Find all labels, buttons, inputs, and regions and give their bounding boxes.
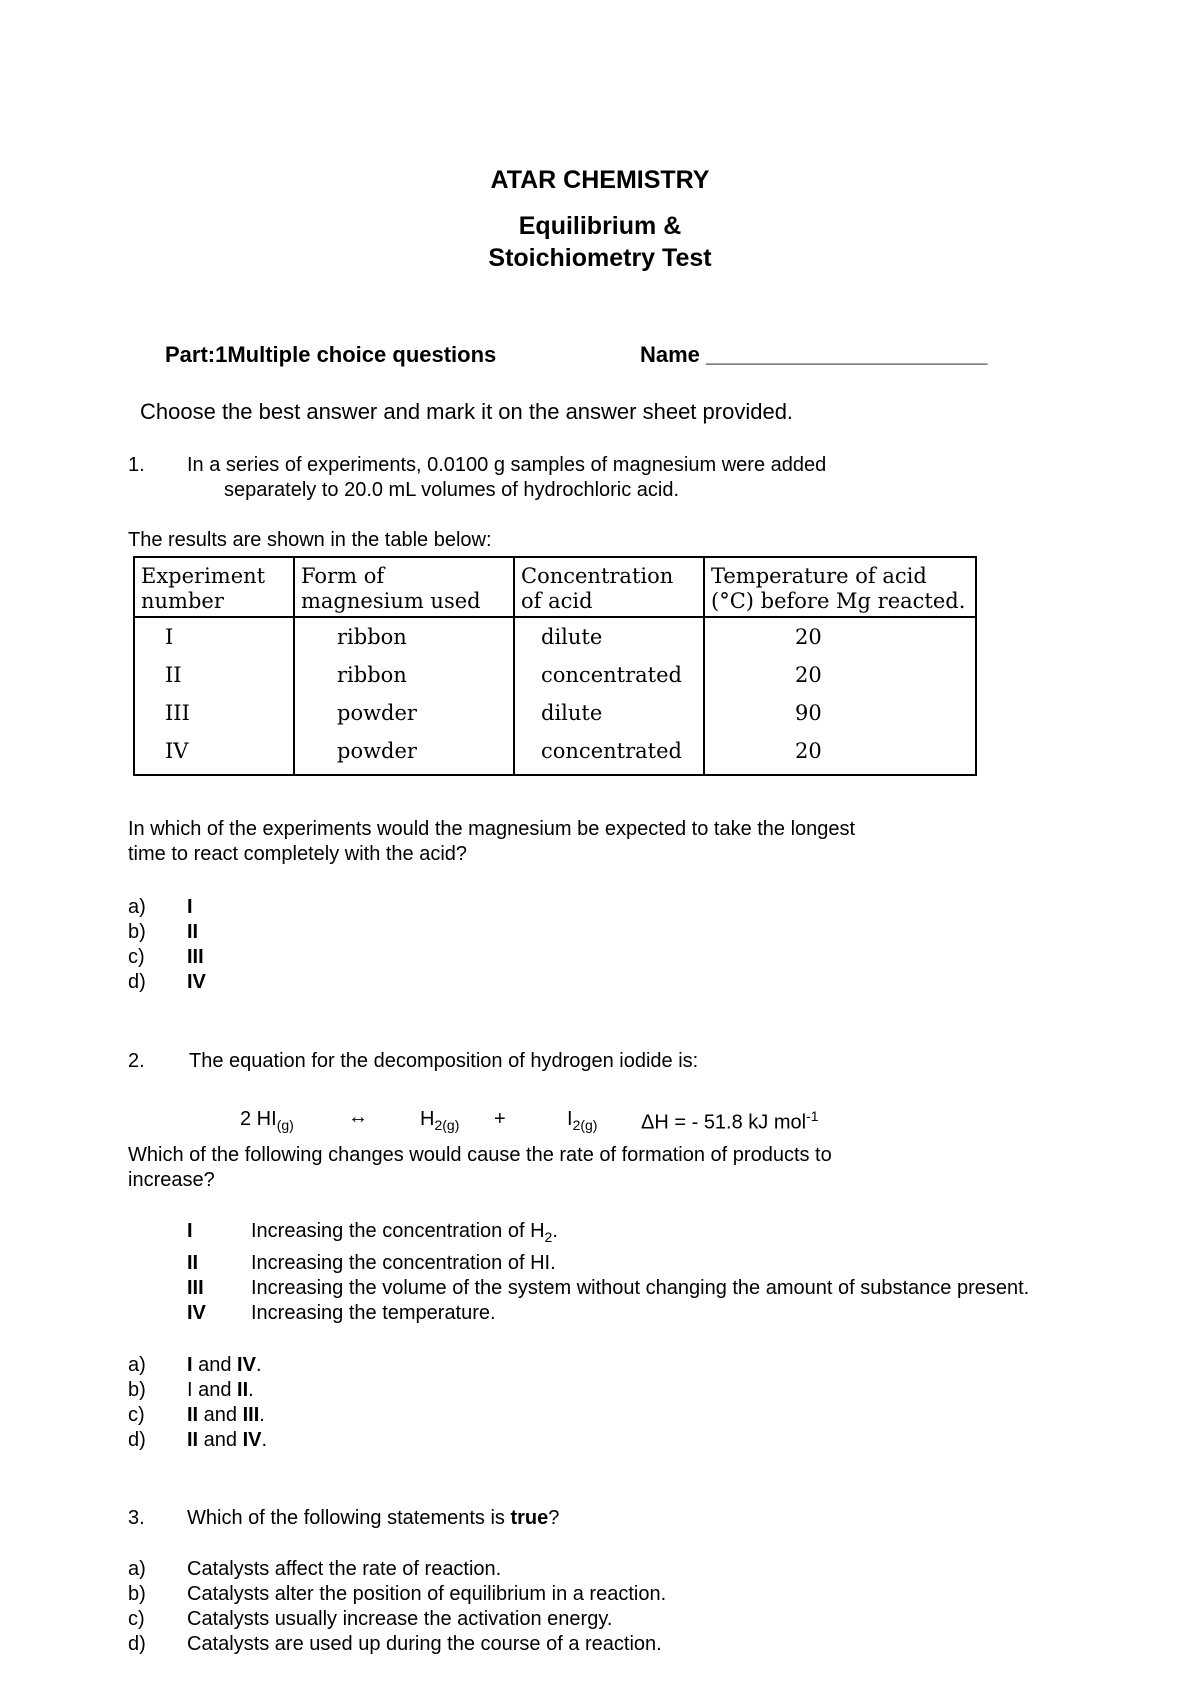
q3-option-b[interactable]	[128, 1583, 667, 1606]
q1-option-c[interactable]	[128, 946, 204, 969]
option-text: III	[187, 946, 204, 968]
option-text: II and III.	[187, 1404, 265, 1426]
q1-question-line1: In which of the experiments would the magnesium be expected to take the longest	[128, 818, 856, 840]
option-letter: a)	[128, 896, 146, 918]
q1-text-line2: separately to 20.0 mL volumes of hydrochloric acid.	[224, 479, 680, 501]
cell-concentration: dilute	[514, 617, 704, 656]
header-experiment-number: Experiment number	[134, 557, 294, 617]
header-form-of-magnesium: Form of magnesium used	[294, 557, 514, 617]
option-letter: b)	[128, 921, 146, 943]
q2-statement	[187, 1252, 556, 1275]
cell-temperature: 90	[704, 694, 976, 732]
q2-statement	[187, 1302, 496, 1325]
results-table	[133, 556, 977, 776]
q3-number: 3.	[128, 1507, 145, 1529]
document-title-line1	[0, 212, 1200, 241]
q1-option-a[interactable]	[128, 896, 193, 919]
option-text: Catalysts are used up during the course of a reaction.	[187, 1633, 662, 1655]
q1-option-d[interactable]	[128, 971, 206, 994]
equation-product2: $I_{2(g)}$	[567, 1108, 598, 1133]
cell-form: powder	[294, 694, 514, 732]
statement-numeral: I	[187, 1220, 193, 1242]
q1-text-line1: In a series of experiments, 0.0100 g samples of magnesium were added	[187, 454, 827, 476]
cell-experiment: I	[134, 617, 294, 656]
option-letter: c)	[128, 946, 145, 968]
cell-form: powder	[294, 732, 514, 775]
q3-text: Which of the following statements is true?	[187, 1507, 560, 1529]
table-header-row	[134, 557, 976, 617]
statement-text: Increasing the concentration of HI.	[251, 1252, 556, 1274]
q1-table-intro: The results are shown in the table below:	[128, 529, 492, 551]
option-letter: c)	[128, 1608, 145, 1630]
q2-number: 2.	[128, 1050, 145, 1072]
option-letter: a)	[128, 1558, 146, 1580]
part-label: Part:1Multiple choice questions	[165, 342, 497, 367]
equation-reactant: 2 $HI_{(g)}$	[240, 1108, 294, 1133]
option-letter: c)	[128, 1404, 145, 1426]
option-text: IV	[187, 971, 206, 993]
q3-option-c[interactable]	[128, 1608, 613, 1631]
cell-concentration: dilute	[514, 694, 704, 732]
statement-numeral: II	[187, 1252, 199, 1274]
equation-product1: $H_{2(g)}$	[420, 1108, 460, 1133]
cell-experiment: III	[134, 694, 294, 732]
equation-enthalpy: ΔH = - 51.8 kJ mol$^{-1}$	[641, 1108, 819, 1134]
q2-option-d[interactable]	[128, 1429, 268, 1452]
option-text: I	[187, 896, 193, 918]
option-text: II and IV.	[187, 1429, 268, 1451]
q2-option-c[interactable]	[128, 1404, 265, 1427]
option-text: II	[187, 921, 199, 943]
q1-question-line2: time to react completely with the acid?	[128, 843, 468, 865]
equilibrium-arrow-icon: ↔	[348, 1106, 368, 1128]
equation-plus: +	[494, 1108, 506, 1130]
option-letter: a)	[128, 1354, 146, 1376]
name-field[interactable]	[640, 342, 987, 368]
q2-statement	[187, 1277, 1030, 1300]
option-text: Catalysts usually increase the activation energy.	[187, 1608, 613, 1630]
header-concentration: Concentration of acid	[514, 557, 704, 617]
name-blank: _______________________	[706, 342, 988, 367]
q1-option-b[interactable]	[128, 921, 199, 944]
q2-question-line2: increase?	[128, 1169, 215, 1191]
title-text: Equilibrium &	[518, 212, 682, 240]
option-letter: d)	[128, 1429, 146, 1451]
document-title-line2: Stoichiometry Test	[488, 244, 712, 272]
q2-question-line1: Which of the following changes would cause the rate of formation of products to	[128, 1144, 832, 1166]
cell-experiment: II	[134, 656, 294, 694]
q1-number: 1.	[128, 454, 145, 476]
cell-concentration: concentrated	[514, 732, 704, 775]
option-text: I and II.	[187, 1379, 254, 1401]
statement-text: Increasing the volume of the system without changing the amount of substance present.	[251, 1277, 1030, 1299]
q2-statement	[187, 1220, 558, 1245]
cell-form: ribbon	[294, 617, 514, 656]
cell-temperature: 20	[704, 656, 976, 694]
table-row	[134, 617, 976, 656]
cell-form: ribbon	[294, 656, 514, 694]
statement-numeral: IV	[187, 1302, 206, 1324]
document-subject: ATAR CHEMISTRY	[490, 166, 710, 194]
option-letter: b)	[128, 1379, 146, 1401]
cell-temperature: 20	[704, 732, 976, 775]
cell-temperature: 20	[704, 617, 976, 656]
instructions: Choose the best answer and mark it on the answer sheet provided.	[140, 399, 794, 424]
q2-text: The equation for the decomposition of hydrogen iodide is:	[189, 1050, 699, 1072]
header-temperature: Temperature of acid (°C) before Mg reacted.	[704, 557, 976, 617]
q2-option-b[interactable]	[128, 1379, 254, 1402]
q2-option-a[interactable]	[128, 1354, 262, 1377]
statement-text: Increasing the concentration of $H_2$.	[251, 1220, 558, 1245]
option-text: Catalysts alter the position of equilibrium in a reaction.	[187, 1583, 667, 1605]
option-letter: d)	[128, 1633, 146, 1655]
statement-numeral: III	[187, 1277, 204, 1299]
table-row	[134, 732, 976, 775]
cell-experiment: IV	[134, 732, 294, 775]
table-row	[134, 694, 976, 732]
q3-option-d[interactable]	[128, 1633, 662, 1656]
q3-option-a[interactable]	[128, 1558, 502, 1581]
option-text: I and IV.	[187, 1354, 262, 1376]
cell-concentration: concentrated	[514, 656, 704, 694]
table-row	[134, 656, 976, 694]
option-text: Catalysts affect the rate of reaction.	[187, 1558, 502, 1580]
name-label: Name	[640, 342, 700, 367]
option-letter: b)	[128, 1583, 146, 1605]
option-letter: d)	[128, 971, 146, 993]
statement-text: Increasing the temperature.	[251, 1302, 496, 1324]
